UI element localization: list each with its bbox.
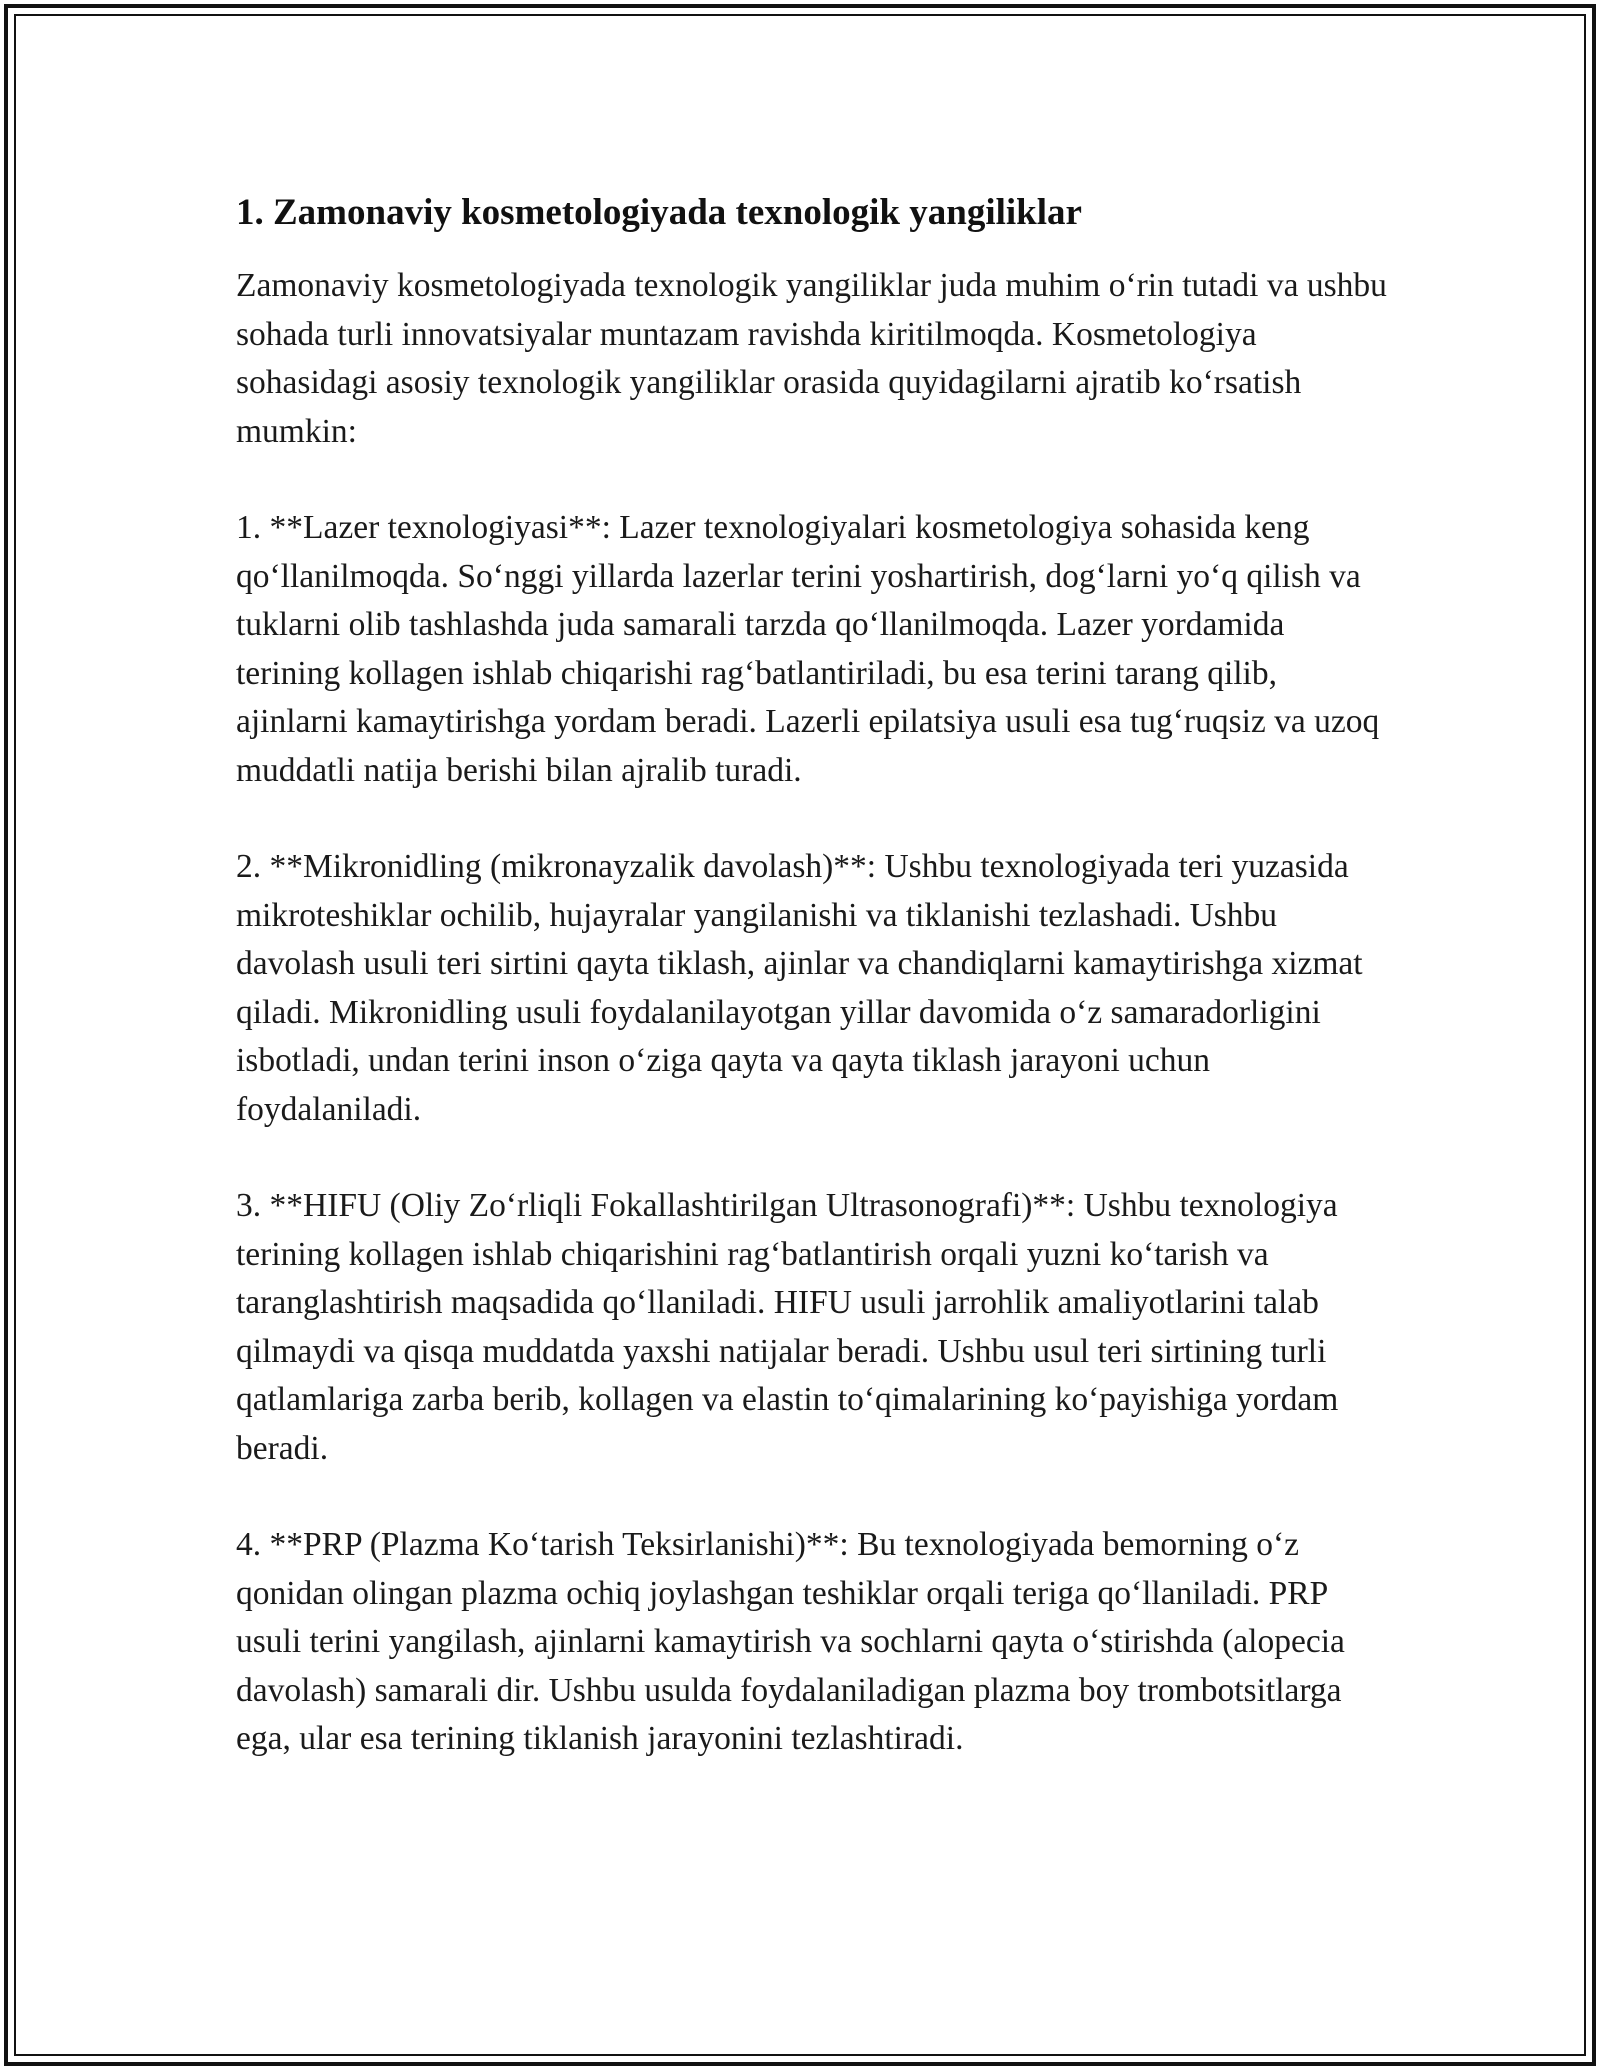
document-title: 1. Zamonaviy kosmetologiyada texnologik yangiliklar	[236, 192, 1082, 233]
paragraph-microneedling: 2. **Mikronidling (mikronayzalik davolash)**: Ushbu texnologiyada teri yuzasida mikroteshiklar ochilib, hujayralar yangilanishi va tiklanishi tezlashadi. Ushbu davolash usuli teri sirtini qayta tiklash, ajinlar va chandiqlarni kamaytirishga xizmat qiladi. Mikronidling usuli foydalanilayotgan yillar davomida o‘z samaradorligini isbotladi, undan terini inson o‘ziga qayta va qayta tiklash jarayoni uchun foydalaniladi.	[236, 848, 1363, 1128]
paragraph-hifu: 3. **HIFU (Oliy Zo‘rliqli Fokallashtirilgan Ultrasonografi)**: Ushbu texnologiya terining kollagen ishlab chiqarishini rag‘batlantirish orqali yuzni ko‘tarish va taranglashtirish maqsadida qo‘llaniladi. HIFU usuli jarrohlik amaliyotlarini talab qilmaydi va qisqa muddatda yaxshi natijalar beradi. Ushbu usul teri sirtining turli qatlamlariga zarba berib, kollagen va elastin to‘qimalarining ko‘payishiga yordam beradi.	[236, 1187, 1339, 1467]
document-body	[236, 186, 1396, 1812]
intro-paragraph: Zamonaviy kosmetologiyada texnologik yangiliklar juda muhim o‘rin tutadi va ushbu sohada turli innovatsiyalar muntazam ravishda kiritilmoqda. Kosmetologiya sohasidagi asosiy texnologik yangiliklar orasida quyidagilarni ajratib ko‘rsatish mumkin:	[236, 267, 1387, 450]
paragraph-prp: 4. **PRP (Plazma Ko‘tarish Teksirlanishi)**: Bu texnologiyada bemorning o‘z qonidan olingan plazma ochiq joylashgan teshiklar orqali teriga qo‘llaniladi. PRP usuli terini yangilash, ajinlarni kamaytirish va sochlarni qayta o‘stirishda (alopecia davolash) samarali dir. Ushbu usulda foydalaniladigan plazma boy trombotsitlarga ega, ular esa terining tiklanish jarayonini tezlashtiradi.	[236, 1526, 1345, 1757]
paragraph-laser-technology: 1. **Lazer texnologiyasi**: Lazer texnologiyalari kosmetologiya sohasida keng qo‘llanilmoqda. So‘nggi yillarda lazerlar terini yoshartirish, dog‘larni yo‘q qilish va tuklarni olib tashlashda juda samarali tarzda qo‘llanilmoqda. Lazer yordamida terining kollagen ishlab chiqarishi rag‘batlantiriladi, bu esa terini tarang qilib, ajinlarni kamaytirishga yordam beradi. Lazerli epilatsiya usuli esa tug‘ruqsiz va uzoq muddatli natija berishi bilan ajralib turadi.	[236, 509, 1380, 789]
